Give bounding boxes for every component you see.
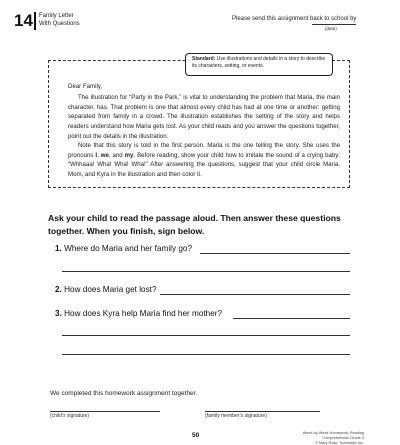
date-line xyxy=(312,24,356,25)
page-number: 50 xyxy=(192,432,200,439)
family-letter-text xyxy=(68,82,340,180)
question-3-text: How does Kyra help Maria find her mother? xyxy=(64,309,223,318)
answer-line-3c[interactable] xyxy=(62,354,350,355)
child-signature-label: (child’s signature) xyxy=(50,413,90,419)
header-label xyxy=(39,12,80,28)
question-1-text: Where do Maria and her family go? xyxy=(64,244,193,253)
footer-credit xyxy=(280,431,364,445)
standard-text: Use illustrations and details in a story to describe its characters, setting, or events. xyxy=(192,56,326,69)
header-label-line2: With Questions xyxy=(39,21,80,27)
p2-and: , and xyxy=(108,151,123,159)
answer-line-2[interactable] xyxy=(160,294,350,295)
header-label-line1: Family Letter xyxy=(39,13,74,19)
p2-part2: . Before reading, show your child how to imitate the sound of a crying baby: “Whhaaa! Wha! Wha! Wha!” After answering the questions, suggest that your child circle Maria, Mom, and Kyra in the illustration and then color it. xyxy=(68,151,340,178)
question-2-text: How does Maria get lost? xyxy=(64,285,157,294)
answer-line-3b[interactable] xyxy=(62,335,350,336)
question-3 xyxy=(55,309,222,318)
question-3-number: 3. xyxy=(55,309,62,318)
question-1 xyxy=(55,244,192,253)
family-signature-line[interactable] xyxy=(205,411,320,412)
unit-number: 14 xyxy=(14,11,33,30)
header-divider xyxy=(34,12,36,30)
completion-statement: We completed this homework assignment together. xyxy=(50,390,198,397)
pronoun-my: my xyxy=(124,151,134,159)
question-2 xyxy=(55,285,157,294)
p2-part1: Note that this story is told in the first person. Maria is the one telling the story. She uses the pronouns xyxy=(68,142,340,159)
letter-paragraph-2: Note that this story is told in the first person. Maria is the one telling the story. She uses the pronouns I, we, and my. Before reading, show your child how to imitate the sound of a crying baby: “Whhaaa! Wha! Wha! Wha!” After answering the questions, suggest that your child circle Maria, Mom, and Kyra in the illustration and then color it. xyxy=(68,142,340,178)
footer-credit-line2: © Mary Rose, Scholastic Inc. xyxy=(315,441,364,445)
instructions: Ask your child to read the passage aloud. Then answer these questions together. When you finish, sign below. xyxy=(48,213,341,236)
pronoun-i: I xyxy=(95,151,98,159)
child-signature-line[interactable] xyxy=(50,411,160,412)
pronoun-we: we xyxy=(100,151,109,159)
question-2-number: 2. xyxy=(55,285,62,294)
question-1-number: 1. xyxy=(55,244,62,253)
standard-heading: Standard: xyxy=(192,56,216,62)
answer-line-3a[interactable] xyxy=(233,318,350,319)
date-label: (date) xyxy=(325,26,337,31)
letter-paragraph-1: The illustration for “Party in the Park,” is vital to understanding the problem that Maria, the main character, has. That problem is one that almost every child has had at one time or another: getting separated from family in a crowd. The illustration establishes the setting of the story and helps readers understand how Maria gets lost. As your child reads and you answer the questions together, point out the details in the illustration. xyxy=(68,94,340,140)
answer-line-1b[interactable] xyxy=(62,271,350,272)
family-signature-label: (family member’s signature) xyxy=(205,413,267,419)
standard-box xyxy=(185,53,333,76)
answer-line-1a[interactable] xyxy=(200,253,350,254)
footer-credit-line1: Week-by-Week Homework: Reading Comprehension Grade 3 xyxy=(302,431,364,440)
send-back-instruction: Please send this assignment back to school by xyxy=(232,16,357,22)
letter-greeting: Dear Family, xyxy=(68,83,103,90)
